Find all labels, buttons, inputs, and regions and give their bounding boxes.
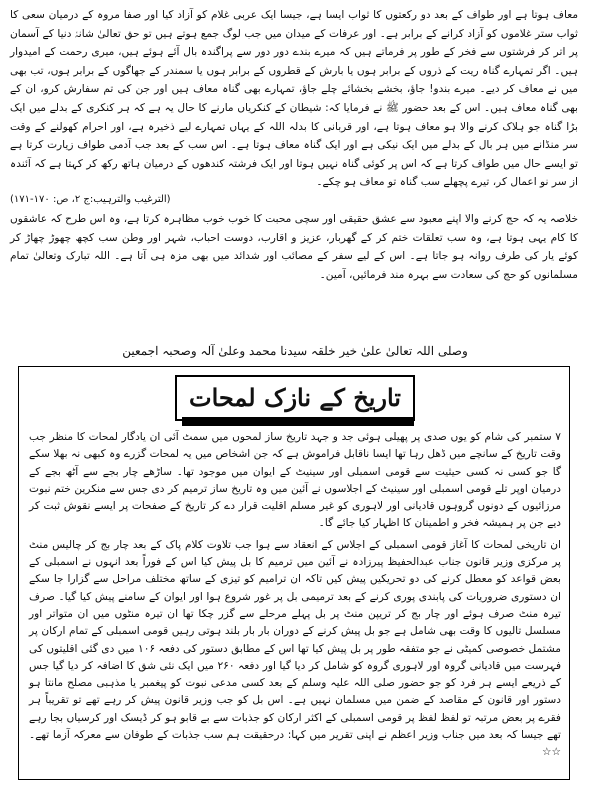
section-body [29, 429, 561, 766]
boxed-section [18, 366, 570, 780]
end-stars: ☆☆ [542, 746, 561, 759]
closing-dua: وصلی اللہ تعالیٰ علیٰ خیر خلقہ سیدنا محمد وعلیٰ آلہ وصحبہ اجمعین [122, 344, 468, 358]
reference-citation: (الترغیب والترہیب:ج ۲، ص: ۱۷۰-۱۷۱) [10, 193, 171, 205]
hajj-article [10, 6, 578, 284]
section-paragraph [29, 537, 561, 762]
article-conclusion: خلاصہ یہ کہ حج کرنے والا اپنے معبود سے عشق حقیقی اور سچی محبت کا خوب خوب مظاہرہ کرتا ہے، وہ اس طرح کہ عاشقوں کا کام یہی ہوتا ہے، وہ سب تعلقات ختم کر کے گھربار، عزیز و اقارب، دوست احباب، شہر اور وطن سب کچھ چھوڑ چھاڑ کر کوئے یار کی طرف روانہ ہو جاتا ہے۔ اس کے لیے سفر کے مصائب اور شدائد میں بھی مزہ ہی آتا ہے۔ اللہ تبارک وتعالیٰ تمام مسلمانوں کو حج کی سعادت سے بہرہ مند فرمائیں، آمین۔ [10, 212, 578, 281]
article-paragraph: معاف ہوتا ہے اور طواف کے بعد دو رکعتوں کا ثواب ایسا ہے، جیسا ایک عربی غلام کو آزاد کیا اور صفا مروہ کے درمیان سعی کا ثواب ستر غلاموں کو آزاد کرانے کے برابر ہے۔ اور عرفات کے میدان میں جب لوگ جمع ہوتے ہیں تو حق تعالیٰ شانہٗ دنیا کے آسمان پر اتر کر فرشتوں سے فخر کے طور پر فرماتے ہیں کہ میرے بندے دور دور سے پراگندہ بال آئے ہوئے ہیں، میری رحمت کے امیدوار ہیں۔ اگر تمہارے گناہ ریت کے ذروں کے برابر ہوں یا بارش کے قطروں کے برابر ہوں یا سمندر کے جھاگوں کے برابر ہوں، تب بھی میں نے معاف کر دیے۔ میرے بندو! جاؤ، بخشے بخشائے چلے جاؤ، تمہارے بھی گناہ معاف ہیں اور جن کی تم سفارش کرو، ان کے بھی گناہ معاف ہیں۔ اس کے بعد حضور ﷺ نے فرمایا کہ: شیطان کے کنکریاں مارنے کا حال یہ ہے کہ ہر کنکری کے بدلے میں ایک بڑا گناہ جو ہلاک کرنے والا ہو معاف ہوتا ہے، اور قربانی کا بدلہ اللہ کے یہاں تمہارے لیے ذخیرہ ہے، اور احرام کھولنے کے وقت سر منڈانے میں ہر بال کے بدلے میں ایک نیکی ہے اور ایک گناہ معاف ہوتا ہے۔ اس سب کے بعد جب آدمی طواف زیارت کرتا ہے تو ایسے حال میں طواف کرتا ہے کہ اس پر کوئی گناہ نہیں ہوتا اور ایک فرشتہ کندھوں کے درمیان ہاتھ رکھ کر کہتا ہے کہ آئندہ از سر نو اعمال کر، تیرے پچھلے سب گناہ تو معاف ہو چکے۔ [10, 9, 578, 189]
section-title-box [175, 375, 415, 421]
section-title: تاریخ کے نازک لمحات [189, 383, 401, 412]
section-paragraph: ۷ ستمبر کی شام کو یوں صدی پر پھیلی ہوئی جد و جہد تاریخ ساز لمحوں میں سمٹ آئی ان یادگار لمحات کا منظر جب وقت تاریخ کے سانچے میں ڈھل رہا تھا ایسا ناقابل فراموش ہے کہ جن اشخاص میں یہ لمحات گزرے وہ کبھی نہ بھلا سکے گا جو کسی نہ کسی حیثیت سے قومی اسمبلی اور سینیٹ کے ایوان میں موجود تھا۔ ساڑھے چار بجے سے آٹھ بجے کے درمیان اوپر تلے قومی اسمبلی اور سینیٹ کے اجلاسوں نے آئین میں وہ تاریخ ساز ترمیم کر دی جس سے منکرین ختم نبوت مرزائیوں کے دونوں گروہوں قادیانی اور لاہوری کو غیر مسلم اقلیت قرار دے کر تاریخ کے صفحات پر ایسے نقوش ثبت کر دیے جن پر ہمیشہ فخر و اطمینان کا اظہار کیا جائے گا۔ [29, 431, 561, 530]
section-paragraph-text: ان تاریخی لمحات کا آغاز قومی اسمبلی کے اجلاس کے انعقاد سے ہوا جب تلاوت کلام پاک کے بعد چار بج کر چالیس منٹ پر مرکزی وزیر قانون جناب عبدالحفیظ پیرزادہ نے آئین میں ترمیم کا بل پیش کیا اس کے فوراً بعد انہوں نے اسمبلی کے بعض قواعد کو معطل کرنے کی دو تحریکیں پیش کیں تاکہ ان ترامیم کو تیزی کے ساتھ مختلف مراحل سے گزارا جا سکے ان دستوری ضروریات کی پابندی پوری کرنے کے بعد ترمیمی بل پر غور شروع ہوا اور ایوان کے سامنے پیش کیا گیا۔ صرف تیرہ منٹ صرف ہوئے اور چار بج کر تریپن منٹ پر بل پہلے مرحلے سے گزر چکا تھا ان تیرہ منٹوں میں ان متواتر اور مسلسل تالیوں کا وقت بھی شامل ہے جو بل پیش کرنے کے دوران بار بار بلند ہوتی رہیں قومی اسمبلی کے تمام ارکان پر مشتمل خصوصی کمیٹی نے جو متفقہ طور پر بل پیش کیا تھا اس کے مطابق دستور کی دفعہ ۱۰۶ میں دی گئی اقلیتوں کی فہرست میں قادیانی گروہ اور لاہوری گروہ کو شامل کر دیا گیا اور دفعہ ۲۶۰ میں ایک نئی شق کا اضافہ کر دیا گیا جس کے ذریعے ایسے ہر فرد کو جو حضور صلی اللہ علیہ وسلم کے بعد کسی مدعی نبوت کو پیغمبر یا مذہبی مصلح مانتا ہو دستور اور قانون کے مقاصد کے ضمن میں مسلمان نہیں ہے۔ اس بل کو جب وزیر قانون پیش کر رہے تھے تو تقریباً ہر فقرے پر بعض مرتبہ تو لفظ لفظ پر قومی اسمبلی کے اکثر ارکان کو جذبات سے بے قابو ہو کر ڈیسک اور کرسیاں بجا رہے تھے جیسا کہ بعد میں جناب وزیر اعظم نے اپنی تقریر میں کہا: درحقیقت ہم سب جذبات کے طوفان سے معرکہ آزما تھے۔ [29, 538, 562, 742]
